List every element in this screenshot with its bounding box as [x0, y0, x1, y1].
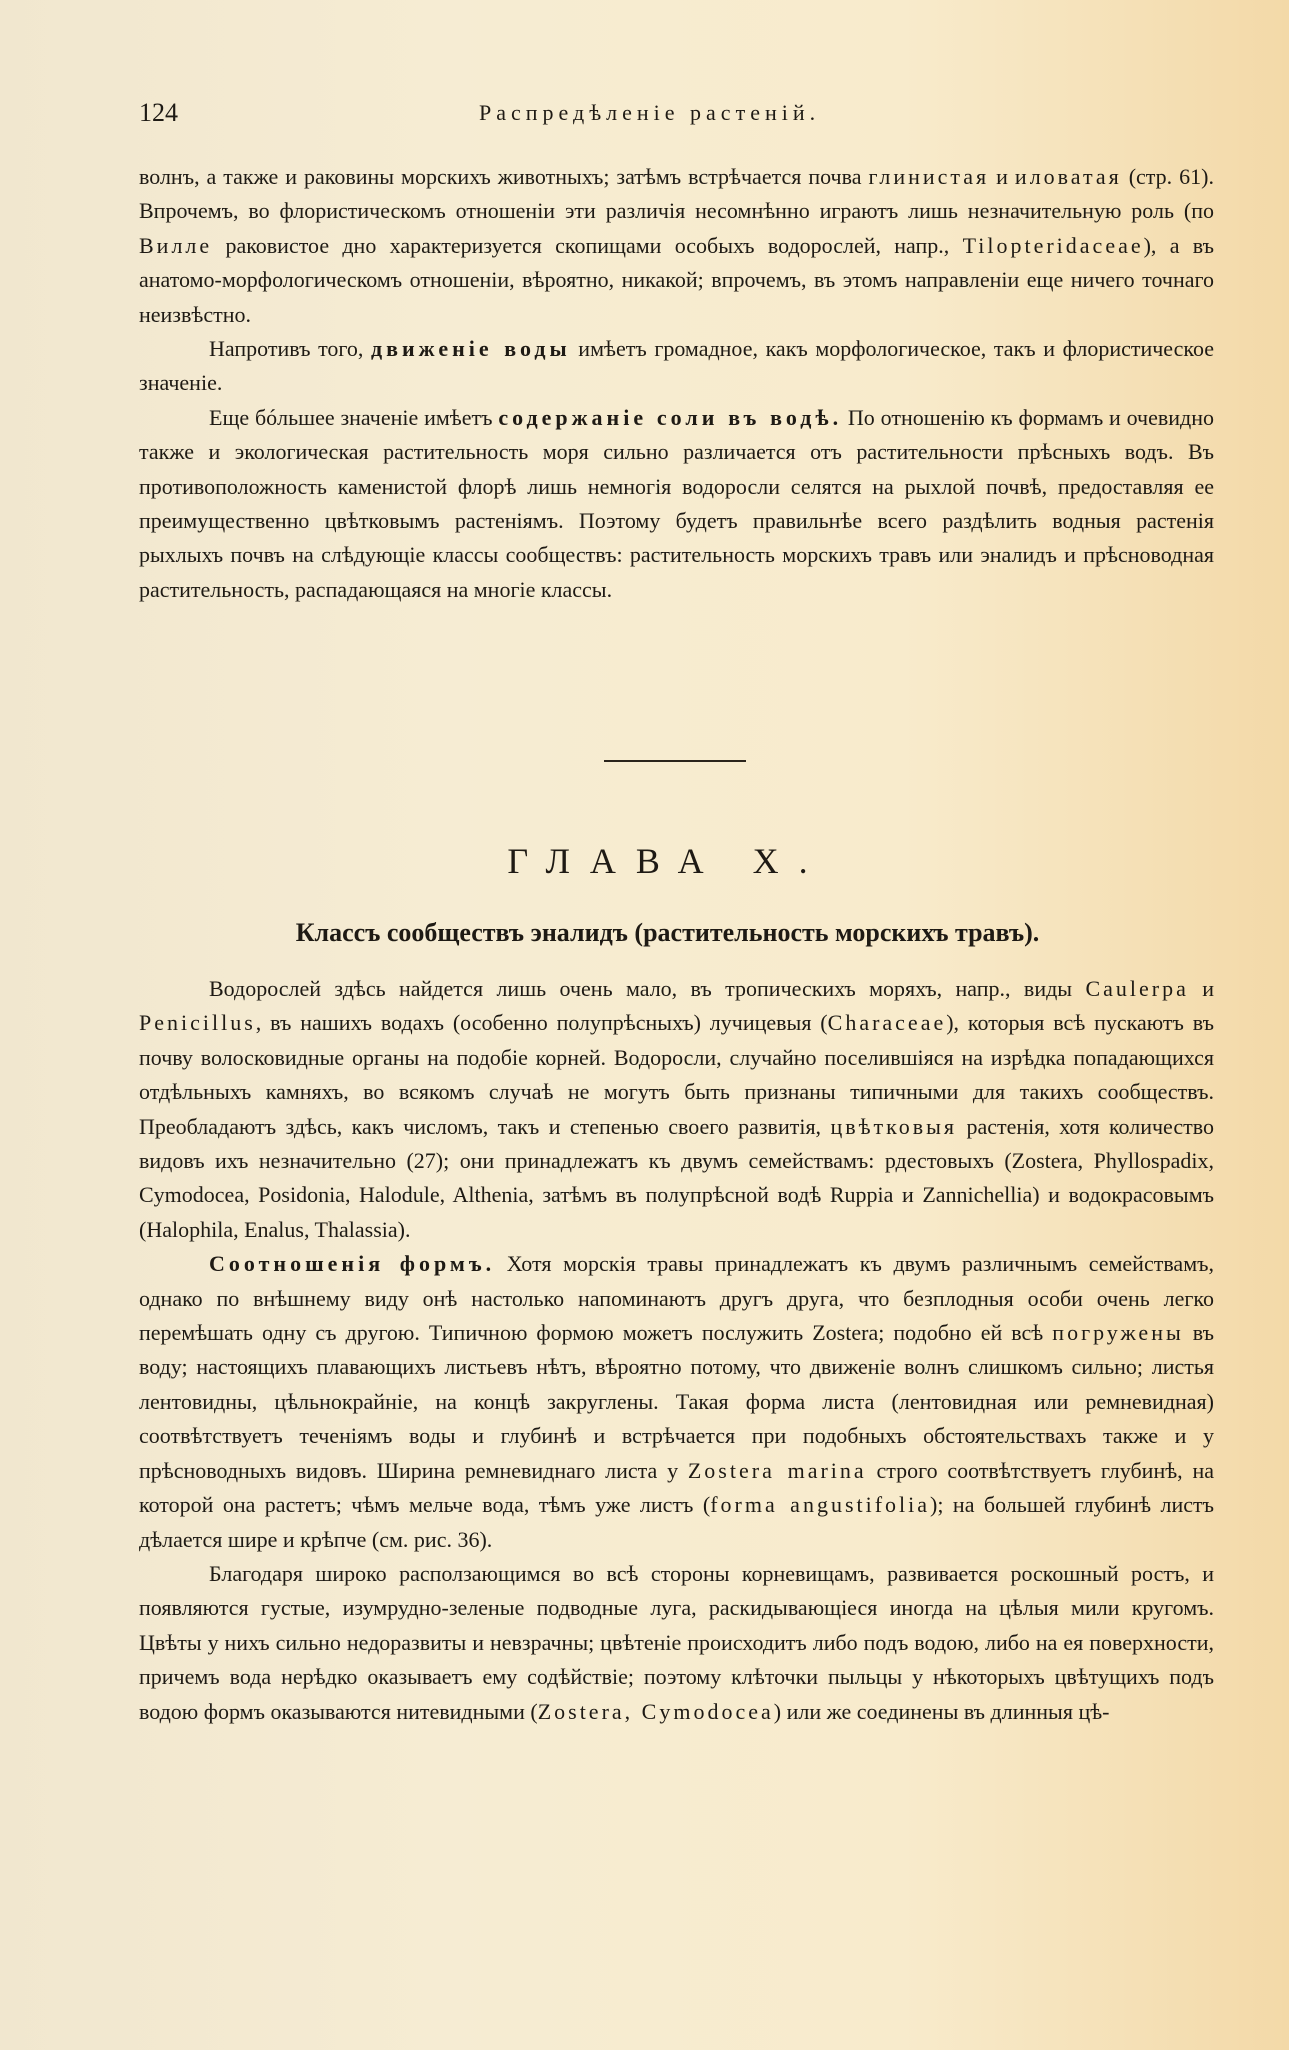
paragraph: Благодаря широко расползающимся во всѣ стороны корневищамъ, развивается роскошный ростъ, и появляются густые, изумрудно-зеленые подводные луга, раскидывающіеся иногда на цѣлыя мили кругомъ. Цвѣты у нихъ сильно недоразвиты и невзрачны; цвѣтеніе происходитъ либо подъ водою, либо на ея поверхности, причемъ вода нерѣдко оказываетъ ему содѣйствіе; поэтому клѣточки пыльцы у нѣкоторыхъ цвѣтущихъ подъ водою формъ оказываются нитевидными (Zostera, Cymodocea) или же соединены въ длинныя цѣ-	[139, 1560, 1214, 1724]
paragraph: Водорослей здѣсь найдется лишь очень мало, въ тропическихъ моряхъ, напр., виды Caulerpa и Penicillus, въ нашихъ водахъ (особенно полупрѣсныхъ) лучицевыя (Characeae), которыя всѣ пускаютъ въ почву волосковидные органы на подобіе корней. Водоросли, случайно поселившіяся на изрѣдка попадающихся отдѣльныхъ камняхъ, во всякомъ случаѣ не могутъ быть признаны типичными для такихъ сообществъ. Преобладаютъ здѣсь, какъ числомъ, такъ и степенью своего развитія, цвѣтковыя растенія, хотя количество видовъ ихъ незначительно (27); они принадлежатъ къ двумъ семействамъ: рдестовыхъ (Zostera, Phyllospadix, Cymodocea, Posidonia, Halodule, Althenia, затѣмъ въ полупрѣсной водѣ Ruppia и Zannichellia) и водокрасовымъ (Halophila, Enalus, Thalassia).	[139, 976, 1215, 1242]
body-text	[139, 972, 1214, 1729]
running-head: Распредѣленіе растеній.	[479, 100, 821, 125]
paragraph: Соотношенія формъ. Хотя морскія травы принадлежатъ къ двумъ различнымъ семействамъ, однако по внѣшнему виду онѣ настолько напоминаютъ другъ друга, что безплодныя особи очень легко перемѣшать одну съ другою. Типичною формою можетъ послужить Zostera; подобно ей всѣ погружены въ воду; настоящихъ плавающихъ листьевъ нѣтъ, вѣроятно потому, что движеніе волнъ слишкомъ сильно; листья лентовидны, цѣльнокрайніе, на концѣ закруглены. Такая форма листа (лентовидная или ремневидная) соотвѣтствуетъ теченіямъ воды и глубинѣ и встрѣчается при подобныхъ обстоятельствахъ также и у прѣсноводныхъ видовъ. Ширина ремневиднаго листа у Zostera marina строго соотвѣтствуетъ глубинѣ, на которой она растетъ; чѣмъ мельче вода, тѣмъ уже листъ (forma angustifolia); на большей глубинѣ листъ дѣлается шире и крѣпче (см. рис. 36).	[139, 1251, 1215, 1552]
paragraph: Еще бóльшее значеніе имѣетъ содержаніе соли въ водѣ. По отношенію къ формамъ и очевидно также и экологическая растительность моря сильно различается отъ растительности прѣсныхъ водъ. Въ противоположность каменистой флорѣ лишь немногія водоросли селятся на рыхлой почвѣ, предоставляя ее преимущественно цвѣтковымъ растеніямъ. Поэтому будетъ правильнѣе всего раздѣлить водныя растенія рыхлыхъ почвъ на слѣдующіе классы сообществъ: растительность морскихъ травъ или эналидъ и прѣсноводная растительность, распадающаяся на многіе классы.	[139, 404, 1214, 602]
section-divider	[604, 760, 746, 762]
intro-text	[139, 160, 1214, 607]
page-header	[139, 98, 1189, 138]
chapter-subtitle: Классъ сообществъ эналидъ (растительность морскихъ травъ).	[295, 918, 1040, 947]
paragraph: Напротивъ того, движеніе воды имѣетъ громадное, какъ морфологическое, такъ и флористическое значеніе.	[139, 336, 1214, 396]
chapter-title: ГЛАВА X.	[507, 841, 828, 881]
paragraph: волнъ, а также и раковины морскихъ животныхъ; затѣмъ встрѣчается почва глинистая и иловатая (стр. 61). Впрочемъ, во флористическомъ отношеніи эти различія несомнѣнно играютъ лишь незначительную роль (по Вилле раковистое дно характеризуется скопищами особыхъ водорослей, напр., Tilopteridaceae), а въ анатомо-морфологическомъ отношеніи, вѣроятно, никакой; впрочемъ, въ этомъ направленіи еще ничего точнаго неизвѣстно.	[139, 164, 1214, 327]
page-number: 124	[139, 98, 178, 127]
